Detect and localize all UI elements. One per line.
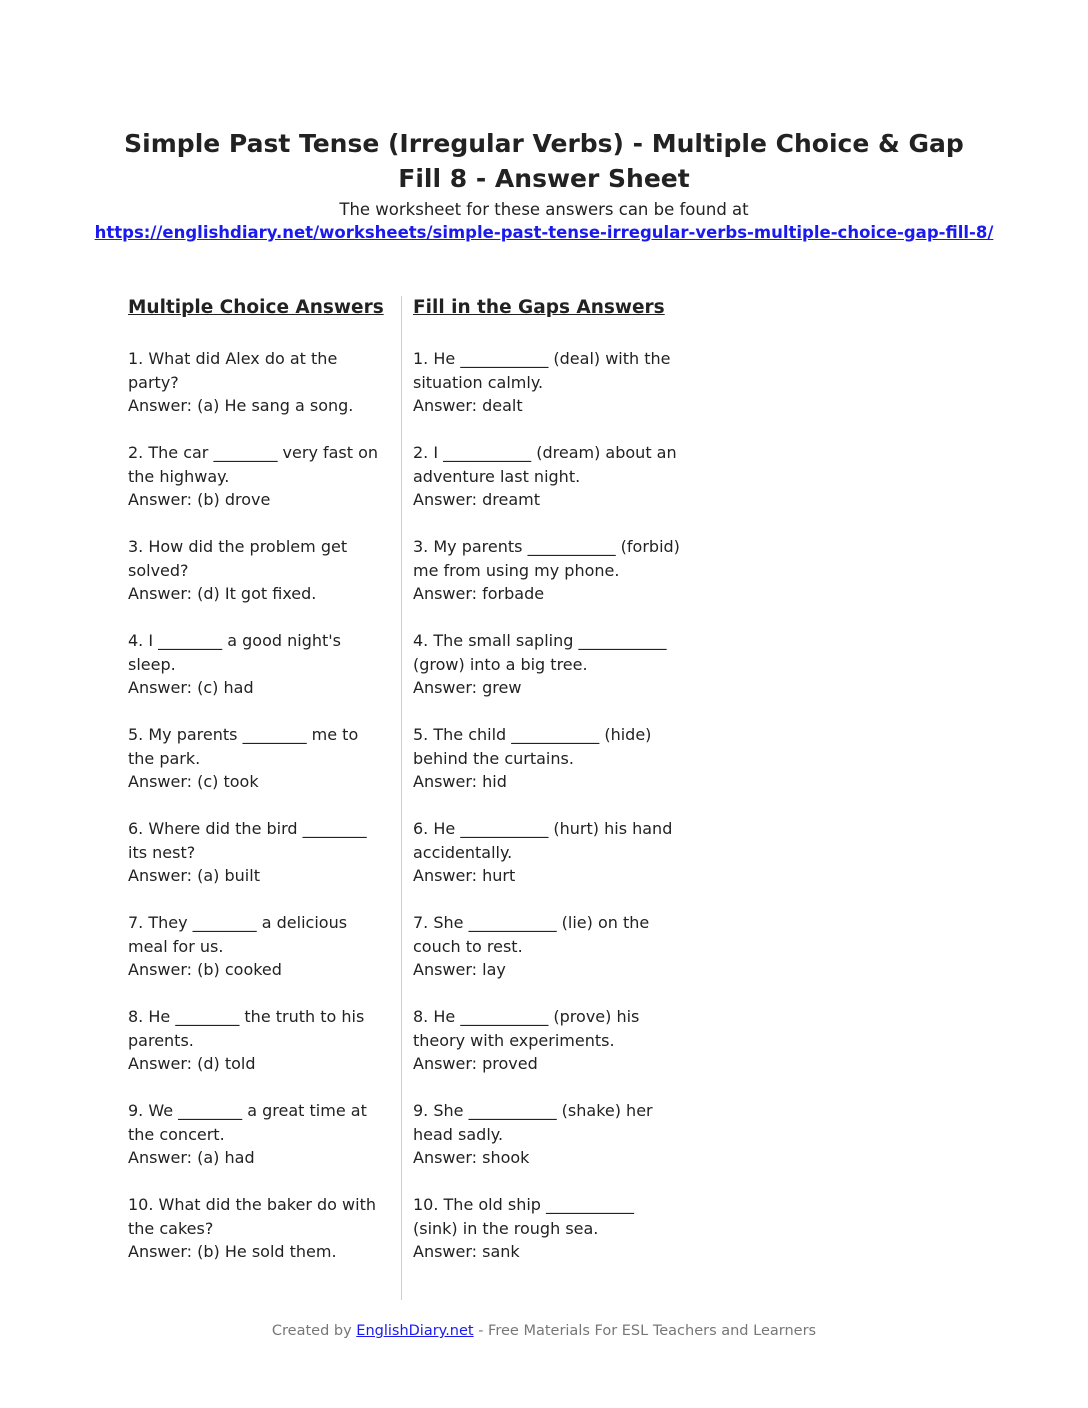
question: 10. What did the baker do with the cakes? (128, 1195, 376, 1238)
question: 7. She ___________ (lie) on the couch to rest. (413, 913, 650, 956)
mc-item-9 (128, 1099, 384, 1170)
subtitle: The worksheet for these answers can be found at (339, 200, 749, 219)
question: 6. He ___________ (hurt) his hand accidentally. (413, 819, 673, 862)
answer: Answer: (d) told (128, 1054, 256, 1073)
gap-item-3 (413, 535, 683, 606)
footer-prefix: Created by (271, 1323, 357, 1339)
question: 6. Where did the bird ________ its nest? (128, 819, 367, 862)
answer: Answer: (c) took (128, 772, 259, 791)
question: 3. How did the problem get solved? (128, 537, 348, 580)
question: 8. He ________ the truth to his parents. (128, 1007, 365, 1050)
gap-item-6 (413, 817, 683, 888)
gap-item-2 (413, 441, 683, 512)
gap-fill-heading: Fill in the Gaps Answers (413, 297, 665, 318)
gap-item-1 (413, 347, 683, 418)
page-title: Simple Past Tense (Irregular Verbs) - Multiple Choice & Gap Fill 8 - Answer Sheet (124, 129, 964, 193)
mc-item-2 (128, 441, 384, 512)
answer: Answer: hid (413, 772, 507, 791)
answer: Answer: hurt (413, 866, 516, 885)
mc-item-6 (128, 817, 384, 888)
worksheet-link[interactable]: https://englishdiary.net/worksheets/simple-past-tense-irregular-verbs-multiple-choice-gap-fill-8/ (94, 223, 994, 242)
gap-item-9 (413, 1099, 683, 1170)
answer: Answer: lay (413, 960, 506, 979)
answer: Answer: (a) He sang a song. (128, 396, 354, 415)
question: 4. The small sapling ___________ (grow) into a big tree. (413, 631, 667, 674)
column-divider (401, 296, 402, 1300)
answer: Answer: dealt (413, 396, 523, 415)
mc-item-4 (128, 629, 384, 700)
footer (0, 1321, 1088, 1341)
answer: Answer: (b) cooked (128, 960, 282, 979)
question: 7. They ________ a delicious meal for us. (128, 913, 348, 956)
gap-fill-column (413, 294, 683, 1287)
question: 4. I ________ a good night's sleep. (128, 631, 341, 674)
answer: Answer: (a) had (128, 1148, 255, 1167)
answer: Answer: proved (413, 1054, 538, 1073)
gap-item-7 (413, 911, 683, 982)
answer: Answer: (b) drove (128, 490, 271, 509)
answer: Answer: (a) built (128, 866, 260, 885)
mc-item-3 (128, 535, 384, 606)
mc-item-10 (128, 1193, 384, 1264)
answer: Answer: sank (413, 1242, 520, 1261)
answer: Answer: (d) It got fixed. (128, 584, 317, 603)
question: 9. She ___________ (shake) her head sadly. (413, 1101, 653, 1144)
gap-item-4 (413, 629, 683, 700)
question: 2. I ___________ (dream) about an adventure last night. (413, 443, 677, 486)
mc-item-5 (128, 723, 384, 794)
multiple-choice-heading: Multiple Choice Answers (128, 297, 384, 318)
mc-item-7 (128, 911, 384, 982)
answer: Answer: forbade (413, 584, 545, 603)
question: 2. The car ________ very fast on the highway. (128, 443, 379, 486)
question: 8. He ___________ (prove) his theory with experiments. (413, 1007, 640, 1050)
question: 1. What did Alex do at the party? (128, 349, 338, 392)
multiple-choice-column (128, 294, 384, 1287)
answer: Answer: (b) He sold them. (128, 1242, 337, 1261)
answer: Answer: grew (413, 678, 522, 697)
answer: Answer: (c) had (128, 678, 254, 697)
footer-suffix: - Free Materials For ESL Teachers and Learners (473, 1323, 817, 1339)
mc-item-8 (128, 1005, 384, 1076)
question: 9. We ________ a great time at the concert. (128, 1101, 367, 1144)
answer: Answer: shook (413, 1148, 530, 1167)
gap-item-8 (413, 1005, 683, 1076)
question: 5. My parents ________ me to the park. (128, 725, 359, 768)
gap-item-10 (413, 1193, 683, 1264)
question: 3. My parents ___________ (forbid) me from using my phone. (413, 537, 680, 580)
question: 10. The old ship ___________ (sink) in the rough sea. (413, 1195, 635, 1238)
question: 1. He ___________ (deal) with the situation calmly. (413, 349, 671, 392)
footer-site-link[interactable]: EnglishDiary.net (356, 1323, 474, 1339)
question: 5. The child ___________ (hide) behind the curtains. (413, 725, 652, 768)
answer: Answer: dreamt (413, 490, 541, 509)
mc-item-1 (128, 347, 384, 418)
gap-item-5 (413, 723, 683, 794)
